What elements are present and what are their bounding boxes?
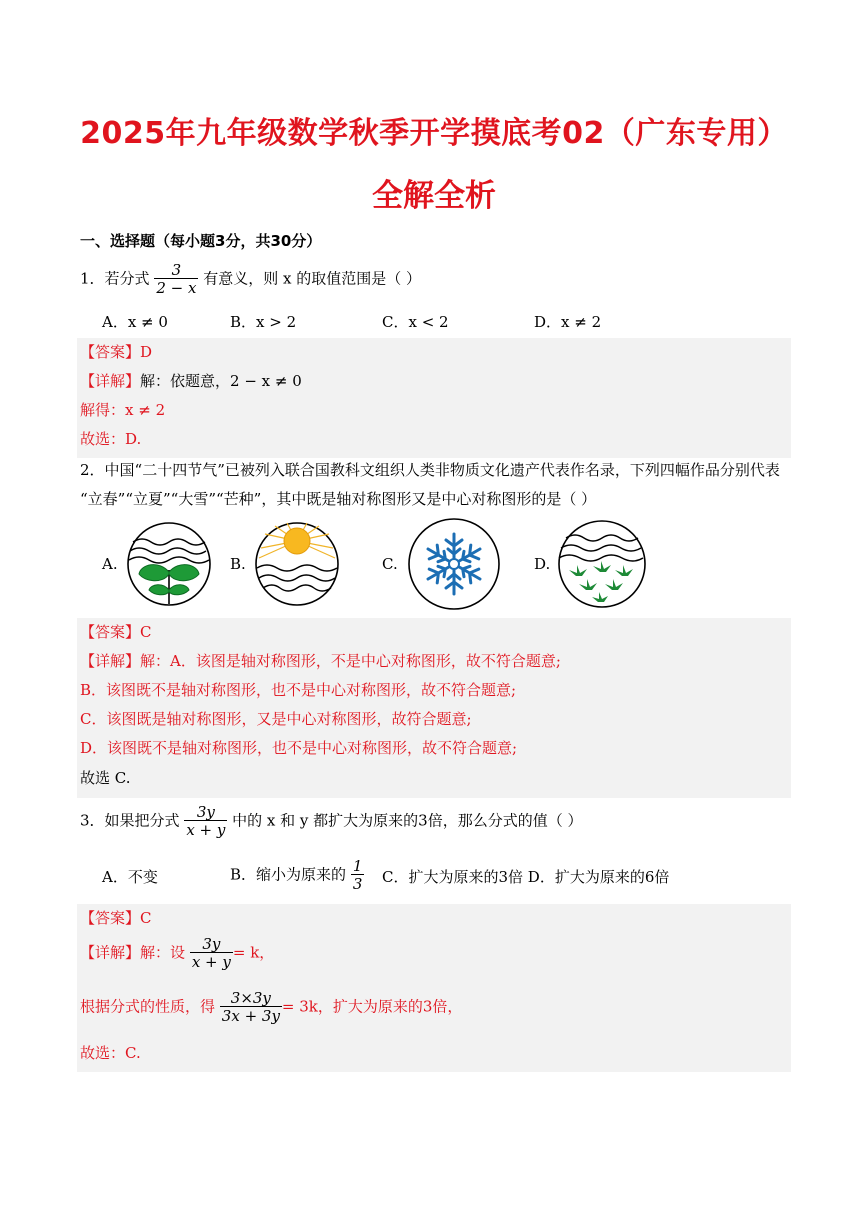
q3-option-b <box>230 858 364 893</box>
q3-detail-fraction <box>190 936 233 971</box>
q1-option-a: A．x ≠ 0 <box>102 313 168 331</box>
q1-prefix: 1．若分式 <box>80 269 150 288</box>
q2-detail-tag: 【详解】 <box>80 652 141 670</box>
q2-detail <box>80 650 561 672</box>
q3-fraction <box>184 804 227 839</box>
q3-line2-num: 3×3y <box>220 990 282 1007</box>
grass-icon <box>556 518 648 610</box>
q1-frac-num: 3 <box>154 262 198 279</box>
q2-label-a: A. <box>102 555 118 573</box>
q2-answer: 【答案】C <box>80 623 152 641</box>
q3-option-a: A．不变 <box>102 868 158 886</box>
q3-suffix: 中的 x 和 y 都扩大为原来的3倍，那么分式的值（ ） <box>232 811 583 830</box>
q2-line-1: 2．中国“二十四节气”已被列入联合国教科文组织人类非物质文化遗产代表作名录，下列四幅作品分别代表 <box>80 461 780 479</box>
q3-option-cd: C．扩大为原来的3倍 D．扩大为原来的6倍 <box>382 868 670 886</box>
q3-option-b-fraction <box>351 858 365 893</box>
q1-detail-tag: 【详解】 <box>80 372 141 390</box>
q3-detail-den: x + y <box>191 953 231 971</box>
q1-detail <box>80 370 302 392</box>
q3-choose-line: 故选：C. <box>80 1044 141 1062</box>
q3-line2-fraction <box>220 990 282 1025</box>
page-subtitle: 全解全析 <box>372 178 496 214</box>
q1-detail-text: 解：依题意，2 − x ≠ 0 <box>140 372 302 390</box>
q1-option-d: D．x ≠ 2 <box>534 313 602 331</box>
q3-detail-suffix: = k， <box>232 943 275 962</box>
q3-detail <box>80 936 274 971</box>
q2-line-d: D．该图既不是轴对称图形，也不是中心对称图形，故不符合题意; <box>80 739 518 757</box>
q1-solution-box <box>77 338 791 458</box>
q3-line2-suffix: = 3k，扩大为原来的3倍， <box>281 997 463 1016</box>
q1-answer: 【答案】D <box>80 343 153 361</box>
q3-property-line <box>80 990 462 1025</box>
q1-solve-line: 解得：x ≠ 2 <box>80 401 166 419</box>
q3-line2-den: 3x + 3y <box>221 1007 280 1025</box>
q2-line-b: B．该图既不是轴对称图形，也不是中心对称图形，故不符合题意; <box>80 681 517 699</box>
q1-option-b: B．x > 2 <box>230 313 297 331</box>
q3-solution-box <box>77 904 791 1072</box>
question-3 <box>80 804 582 839</box>
question-1 <box>80 262 421 297</box>
q2-detail-text: 解：A．该图是轴对称图形，不是中心对称图形，故不符合题意; <box>140 652 561 670</box>
q3-option-b-text: B．缩小为原来的 <box>230 865 347 884</box>
q1-fraction <box>154 262 198 297</box>
q3-detail-tag: 【详解】 <box>80 943 141 962</box>
q2-line-2: “立春”“立夏”“大雪”“芒种”，其中既是轴对称图形又是中心对称图形的是（ ） <box>80 490 597 508</box>
q2-label-c: C. <box>382 555 398 573</box>
q3-option-b-den: 3 <box>352 875 363 893</box>
q3-frac-den: x + y <box>186 821 226 839</box>
q1-frac-den: 2 − x <box>156 279 197 297</box>
q3-answer: 【答案】C <box>80 909 152 927</box>
sun-icon <box>253 520 341 608</box>
sprout-icon <box>125 520 213 608</box>
q3-detail-prefix: 解：设 <box>140 943 186 962</box>
q2-choose-line: 故选 C. <box>80 769 131 787</box>
q3-option-b-num: 1 <box>352 857 363 875</box>
q1-suffix: 有意义，则 x 的取值范围是（ ） <box>203 269 421 288</box>
q2-label-b: B. <box>230 555 246 573</box>
q1-option-c: C．x < 2 <box>382 313 449 331</box>
q2-line-c: C．该图既是轴对称图形，又是中心对称图形，故符合题意; <box>80 710 472 728</box>
q3-frac-num: 3y <box>184 804 227 821</box>
q3-prefix: 3．如果把分式 <box>80 811 180 830</box>
q1-choose-line: 故选：D. <box>80 430 142 448</box>
q2-label-d: D. <box>534 555 551 573</box>
section-heading: 一、选择题（每小题3分，共30分） <box>80 232 322 250</box>
q3-detail-num: 3y <box>190 936 233 953</box>
q3-line2-prefix: 根据分式的性质，得 <box>80 997 216 1016</box>
page-title: 2025年九年级数学秋季开学摸底考02（广东专用） <box>80 116 788 151</box>
snowflake-icon <box>406 516 502 612</box>
q2-solution-box <box>77 618 791 798</box>
